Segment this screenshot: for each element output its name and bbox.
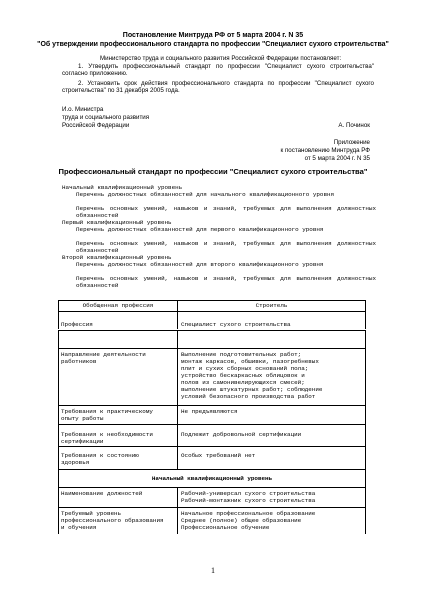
table-rule	[58, 487, 59, 507]
table-rule	[177, 330, 178, 405]
table-rule	[365, 405, 366, 424]
toc-level-second: Второй квалификационный уровень	[62, 254, 172, 261]
table-row-label: Требуемый уровень	[61, 510, 122, 517]
table-rule	[177, 446, 178, 469]
table-rule	[365, 424, 366, 446]
toc-item: Перечень основных умений, навыков и знаний, требуемых для выполнения должностных обязанностей	[76, 205, 376, 220]
table-row-label: Требования к практическому	[61, 408, 153, 415]
table-rule	[177, 311, 178, 329]
page-number: 1	[211, 566, 215, 575]
table-rule	[58, 311, 59, 329]
table-rule	[58, 405, 59, 424]
table-rule	[365, 446, 366, 469]
table-rule	[58, 300, 366, 301]
table-row-value: Рабочий-монтажник сухого строительства	[181, 497, 316, 504]
toc-item: Перечень должностных обязанностей для первого квалификационного уровня	[76, 226, 324, 233]
toc-item: Перечень должностных обязанностей для начального квалификационного уровня	[76, 191, 335, 198]
table-row-value: монтаж каркасов, обшивки, пазогребневых	[181, 358, 319, 365]
table-rule	[58, 446, 366, 447]
table-rule	[365, 507, 366, 534]
intro-text: Министерство труда и социального развития Российской Федерации постановляет:	[100, 55, 342, 62]
table-row-value: Среднее (полное) общее образование	[181, 517, 302, 524]
signature-ministry: труда и социального развития	[62, 114, 150, 121]
table-rule	[58, 424, 366, 425]
table-row-label: Профессия	[61, 321, 93, 328]
table-rule	[58, 311, 366, 312]
table-rule	[177, 487, 178, 507]
table-row-label: сертификации	[61, 438, 104, 445]
standard-title: Профессиональный стандарт по профессии "Специалист сухого строительства"	[58, 167, 368, 176]
table-rule	[58, 487, 366, 488]
table-rule	[365, 300, 366, 311]
table-row-label: и обучения	[61, 524, 97, 531]
table-row-label: Требования к состоянию	[61, 452, 139, 459]
table-rule	[177, 507, 178, 534]
table-row-value: Специалист сухого строительства	[181, 321, 291, 328]
table-row-value: полов из самонивелирующихся смесей;	[181, 379, 305, 386]
table-rule	[58, 330, 59, 405]
table-rule	[58, 348, 366, 349]
table-header-cell: Строитель	[255, 302, 288, 309]
table-row-label: Требования к необходимости	[61, 431, 153, 438]
table-row-label: здоровья	[61, 459, 90, 466]
table-rule	[58, 469, 366, 470]
table-rule	[365, 469, 366, 487]
appendix-date: от 5 марта 2004 г. N 35	[304, 155, 370, 162]
toc-level-initial: Начальный квалификационный уровень	[62, 184, 183, 191]
table-row-value: Рабочий-универсал сухого строительства	[181, 490, 316, 497]
signature-country: Российской Федерации	[62, 122, 130, 129]
appendix-label: Приложение	[333, 139, 370, 146]
table-rule	[365, 330, 366, 405]
table-row-label: работников	[61, 358, 97, 365]
table-rule	[58, 446, 59, 469]
table-row-value: Профессиональное обучение	[181, 524, 270, 531]
clause-1: 1. Утвердить профессиональный стандарт по профессии "Специалист сухого строительства" согласно приложению.	[62, 63, 374, 78]
toc-item: Перечень основных умений, навыков и знаний, требуемых для выполнения должностных обязанностей	[76, 240, 376, 255]
table-row-label: профессионального образования	[61, 517, 164, 524]
toc-level-first: Первый квалификационный уровень	[62, 219, 172, 226]
table-row-label: Наименование должностей	[61, 490, 143, 497]
decree-subtitle: "Об утверждении профессионального стандарта по профессии "Специалист сухого строительства"	[37, 41, 389, 48]
table-row-label: опыту работы	[61, 415, 104, 422]
table-row-value: плит и сухих сборных оснований пола;	[181, 365, 309, 372]
table-row-value: выполнение штукатурных работ; соблюдение	[181, 386, 323, 393]
table-rule	[58, 424, 59, 446]
toc-item: Перечень должностных обязанностей для второго квалификационного уровня	[76, 261, 324, 268]
table-rule	[58, 507, 59, 534]
decree-title: Постановление Минтруда РФ от 5 марта 2004 г. N 35	[122, 32, 304, 39]
table-row-value: Начальное профессиональное образование	[181, 510, 316, 517]
table-rule	[177, 405, 178, 424]
table-row-label: Направление деятельности	[61, 351, 146, 358]
table-row-value: Подлежит добровольной сертификации	[181, 431, 302, 438]
table-section-heading: Начальный квалификационный уровень	[151, 475, 273, 482]
clause-2: 2. Установить срок действия профессионального стандарта по профессии "Специалист сухого строительства" по 31 декабря 2005 года.	[62, 80, 374, 95]
table-header-cell: Обобщенная профессия	[82, 302, 154, 309]
signature-name: А. Починок	[338, 122, 370, 129]
table-rule	[365, 311, 366, 329]
table-rule	[58, 405, 366, 406]
signature-position: И.о. Министра	[62, 106, 104, 113]
table-rule	[58, 507, 366, 508]
appendix-ref: к постановлению Минтруда РФ	[280, 147, 370, 154]
table-row-value: Особых требований нет	[181, 452, 256, 459]
toc-item: Перечень основных умений, навыков и знаний, требуемых для выполнения должностных обязанностей	[76, 275, 376, 290]
table-rule	[365, 487, 366, 507]
table-row-value: Не предъявляются	[181, 408, 238, 415]
table-rule	[177, 424, 178, 446]
table-row-value: устройство бескаркасных облицовок и	[181, 372, 305, 379]
table-rule	[58, 330, 366, 331]
table-row-value: условий безопасного производства работ	[181, 393, 316, 400]
table-row-value: Выполнение подготовительных работ;	[181, 351, 302, 358]
